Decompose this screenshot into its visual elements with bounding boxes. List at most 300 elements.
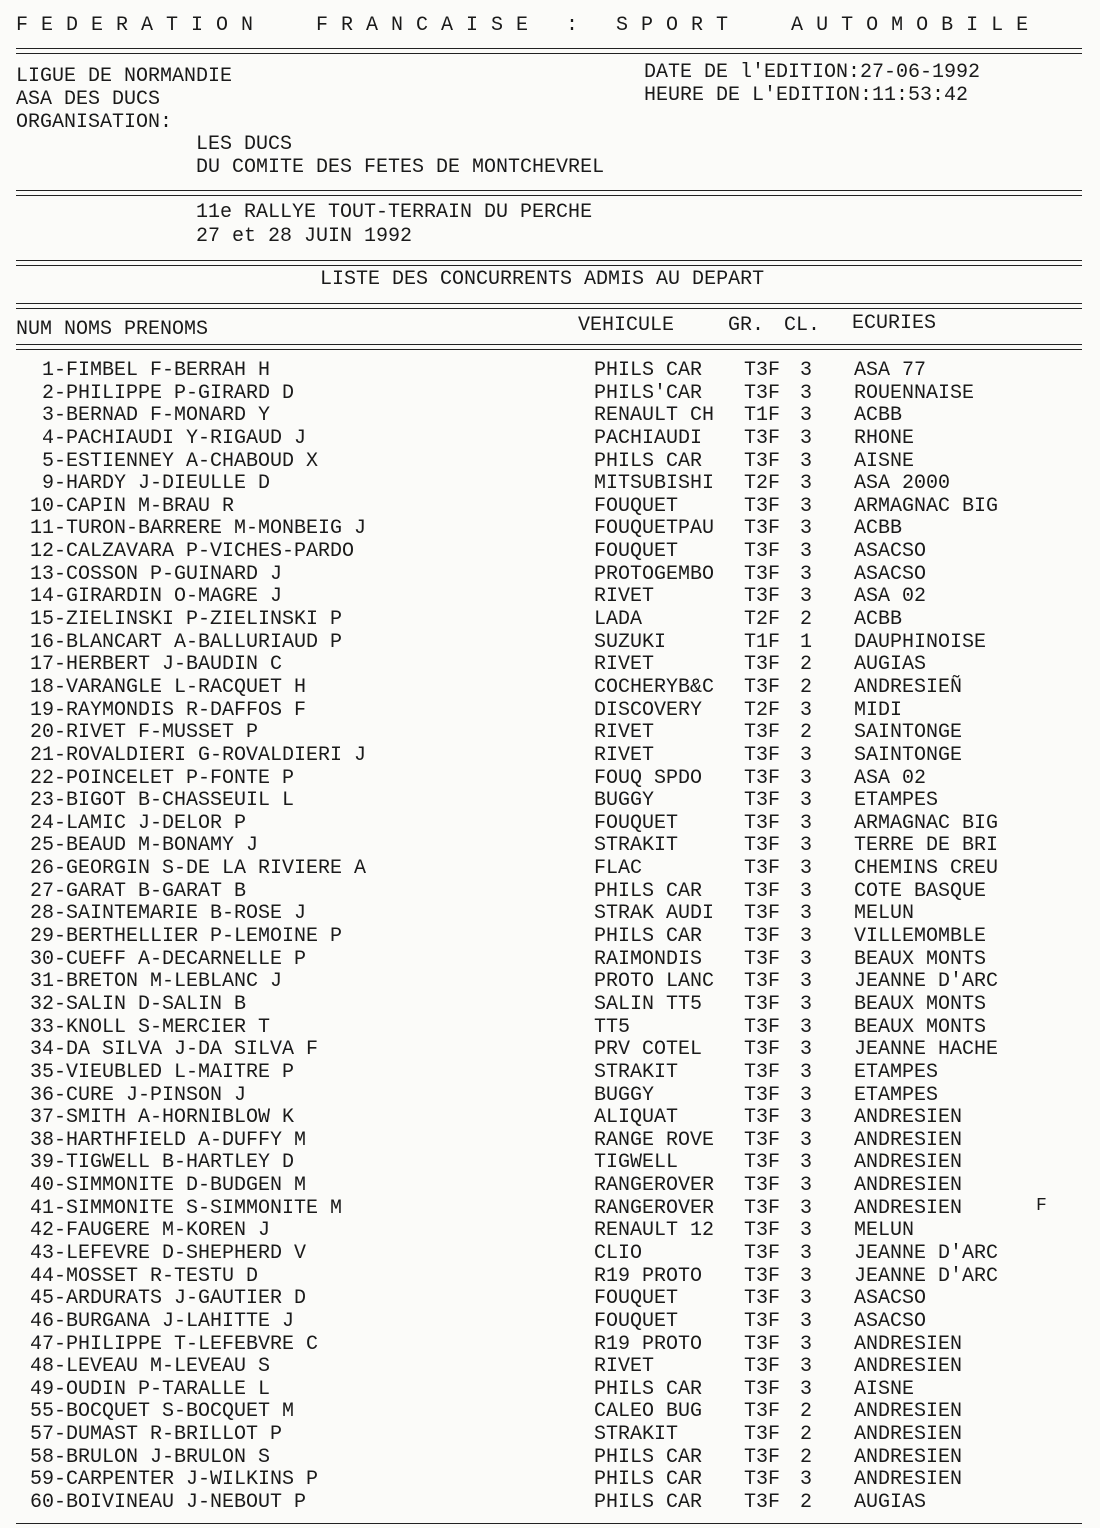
entry-vehicle: FLAC	[594, 857, 643, 881]
entry-ecurie: CHEMINS CREU	[854, 857, 999, 881]
entry-vehicle: CLIO	[594, 1241, 643, 1265]
table-row	[0, 1243, 1100, 1266]
entry-ecurie: MELUN	[854, 1219, 915, 1243]
entry-vehicle: FOUQUET	[594, 1309, 679, 1333]
entry-number: 20-	[29, 721, 66, 745]
entry-group: T3F	[744, 1174, 781, 1198]
table-row	[0, 1469, 1100, 1492]
entry-names: BRETON M-LEBLANC J	[66, 970, 283, 994]
entry-class: 3	[800, 1083, 813, 1107]
entry-class: 3	[800, 1287, 813, 1311]
entry-class: 3	[800, 517, 813, 541]
entry-class: 3	[800, 1332, 813, 1356]
table-row	[0, 700, 1100, 723]
entry-names: CURE J-PINSON J	[66, 1083, 247, 1107]
entry-class: 3	[800, 1309, 813, 1333]
table-row	[0, 1379, 1100, 1402]
entry-vehicle: RANGEROVER	[594, 1196, 715, 1220]
entry-group: T3F	[744, 1151, 781, 1175]
table-row	[0, 1220, 1100, 1243]
entry-ecurie: ANDRESIEN	[854, 1332, 963, 1356]
entry-ecurie: ACBB	[854, 517, 903, 541]
table-row	[0, 768, 1100, 791]
entry-class: 3	[800, 1038, 813, 1062]
entry-group: T3F	[744, 359, 781, 382]
table-row	[0, 858, 1100, 881]
entry-ecurie: AISNE	[854, 1377, 915, 1401]
entry-class: 3	[800, 1468, 813, 1492]
entry-group: T3F	[744, 585, 781, 609]
entry-ecurie: JEANNE D'ARC	[854, 970, 999, 994]
entry-class: 3	[800, 1128, 813, 1152]
entry-vehicle: PHILS CAR	[594, 449, 703, 473]
entry-class: 3	[800, 585, 813, 609]
entry-number: 33-	[29, 1015, 66, 1039]
entry-names: BERTHELLIER P-LEMOINE P	[66, 925, 343, 949]
entry-ecurie: ARMAGNAC BIG	[854, 494, 999, 518]
entry-number: 59-	[29, 1468, 66, 1492]
entry-group: T3F	[744, 1355, 781, 1379]
entry-ecurie: DAUPHINOISE	[854, 630, 987, 654]
entry-names: ARDURATS J-GAUTIER D	[66, 1287, 307, 1311]
entry-names: BIGOT B-CHASSEUIL L	[66, 789, 295, 813]
entry-number: 48-	[29, 1355, 66, 1379]
entry-ecurie: ASA 02	[854, 585, 927, 609]
entry-vehicle: FOUQUET	[594, 540, 679, 564]
entry-class: 3	[800, 902, 813, 926]
entry-group: T2F	[744, 472, 781, 496]
entry-ecurie: MIDI	[854, 698, 903, 722]
entry-number: 5-	[41, 449, 66, 473]
entry-ecurie: ASACSO	[854, 540, 927, 564]
entry-ecurie: ACBB	[854, 404, 903, 428]
entry-number: 21-	[29, 743, 66, 767]
entry-class: 2	[800, 1423, 813, 1447]
entry-vehicle: PHILS CAR	[594, 879, 703, 903]
entry-group: T3F	[744, 1083, 781, 1107]
entry-ecurie: SAINTONGE	[854, 743, 963, 767]
column-header-names: NUM NOMS PRENOMS	[16, 318, 209, 341]
entry-names: LEFEVRE D-SHEPHERD V	[66, 1241, 307, 1265]
entry-vehicle: CALEO BUG	[594, 1400, 703, 1424]
entry-names: SIMMONITE D-BUDGEN M	[66, 1174, 307, 1198]
entry-names: BERNAD F-MONARD Y	[66, 404, 271, 428]
entry-vehicle: PHILS'CAR	[594, 381, 703, 405]
entry-ecurie: ANDRESIEN	[854, 1128, 963, 1152]
entry-number: 13-	[29, 562, 66, 586]
entry-ecurie: ANDRESIEN	[854, 1423, 963, 1447]
entry-vehicle: PHILS CAR	[594, 359, 703, 382]
entry-class: 2	[800, 721, 813, 745]
entry-ecurie: AUGIAS	[854, 653, 927, 677]
table-row	[0, 654, 1100, 677]
entry-class: 2	[800, 1445, 813, 1469]
table-row	[0, 1107, 1100, 1130]
entry-group: T3F	[744, 947, 781, 971]
entry-vehicle: TIGWELL	[594, 1151, 679, 1175]
table-row	[0, 1175, 1100, 1198]
entry-vehicle: RIVET	[594, 1355, 655, 1379]
edition-time: HEURE DE L'EDITION:11:53:42	[644, 84, 969, 107]
entry-vehicle: BUGGY	[594, 1083, 655, 1107]
entry-number: 16-	[29, 630, 66, 654]
stray-mark: F	[1036, 1196, 1047, 1216]
entry-class: 3	[800, 426, 813, 450]
entry-ecurie: ANDRESIEN	[854, 1468, 963, 1492]
entry-names: ROVALDIERI G-ROVALDIERI J	[66, 743, 367, 767]
entry-names: MOSSET R-TESTU D	[66, 1264, 259, 1288]
entry-group: T3F	[744, 1060, 781, 1084]
entry-number: 2-	[41, 381, 66, 405]
entry-class: 3	[800, 857, 813, 881]
entry-class: 3	[800, 879, 813, 903]
table-row	[0, 1198, 1100, 1221]
entry-ecurie: ANDRESIEN	[854, 1151, 963, 1175]
entry-names: GARAT B-GARAT B	[66, 879, 247, 903]
entry-ecurie: ASA 2000	[854, 472, 951, 496]
entry-number: 1-	[41, 359, 66, 382]
entry-names: GIRARDIN O-MAGRE J	[66, 585, 283, 609]
entry-number: 44-	[29, 1264, 66, 1288]
entry-class: 2	[800, 675, 813, 699]
entry-number: 41-	[29, 1196, 66, 1220]
entry-class: 3	[800, 766, 813, 790]
entry-vehicle: FOUQUET	[594, 811, 679, 835]
entry-names: BOCQUET S-BOCQUET M	[66, 1400, 295, 1424]
entry-group: T3F	[744, 449, 781, 473]
entry-group: T3F	[744, 675, 781, 699]
entry-vehicle: RIVET	[594, 743, 655, 767]
entry-number: 25-	[29, 834, 66, 858]
entry-group: T3F	[744, 1241, 781, 1265]
table-row	[0, 971, 1100, 994]
entry-group: T1F	[744, 630, 781, 654]
entry-group: T3F	[744, 517, 781, 541]
entry-ecurie: ANDRESIEN	[854, 1196, 963, 1220]
table-row	[0, 1039, 1100, 1062]
entry-names: VIEUBLED L-MAITRE P	[66, 1060, 295, 1084]
entry-ecurie: COTE BASQUE	[854, 879, 987, 903]
entry-number: 23-	[29, 789, 66, 813]
table-row	[0, 496, 1100, 519]
entry-vehicle: ALIQUAT	[594, 1106, 679, 1130]
entry-class: 3	[800, 1060, 813, 1084]
entry-class: 3	[800, 698, 813, 722]
table-row	[0, 1085, 1100, 1108]
entry-ecurie: ASACSO	[854, 562, 927, 586]
entry-vehicle: STRAKIT	[594, 1423, 679, 1447]
entry-names: GEORGIN S-DE LA RIVIERE A	[66, 857, 367, 881]
entry-ecurie: ANDRESIEN	[854, 1400, 963, 1424]
table-row	[0, 790, 1100, 813]
entry-group: T3F	[744, 1196, 781, 1220]
table-row	[0, 1152, 1100, 1175]
table-row	[0, 541, 1100, 564]
entry-group: T3F	[744, 789, 781, 813]
entry-number: 11-	[29, 517, 66, 541]
entry-class: 3	[800, 947, 813, 971]
table-row	[0, 1356, 1100, 1379]
table-row	[0, 1334, 1100, 1357]
entry-number: 32-	[29, 992, 66, 1016]
entry-group: T3F	[744, 381, 781, 405]
rally-name: 11e RALLYE TOUT-TERRAIN DU PERCHE	[196, 201, 593, 224]
asa-line: ASA DES DUCS	[16, 88, 161, 111]
entry-ecurie: BEAUX MONTS	[854, 947, 987, 971]
table-row	[0, 1492, 1100, 1515]
entry-group: T3F	[744, 494, 781, 518]
entry-names: LAMIC J-DELOR P	[66, 811, 247, 835]
entry-names: CUEFF A-DECARNELLE P	[66, 947, 307, 971]
entry-names: DUMAST R-BRILLOT P	[66, 1423, 283, 1447]
entry-number: 17-	[29, 653, 66, 677]
entry-group: T3F	[744, 1264, 781, 1288]
entry-names: SMITH A-HORNIBLOW K	[66, 1106, 295, 1130]
entry-group: T3F	[744, 1491, 781, 1515]
table-row	[0, 564, 1100, 587]
entry-vehicle: COCHERYB&C	[594, 675, 715, 699]
entry-names: FIMBEL F-BERRAH H	[66, 359, 271, 382]
entry-number: 30-	[29, 947, 66, 971]
entry-names: ESTIENNEY A-CHABOUD X	[66, 449, 319, 473]
table-row	[0, 949, 1100, 972]
federation-title: FEDERATION FRANCAISE : SPORT AUTOMOBILE	[16, 14, 1042, 37]
entry-ecurie: JEANNE D'ARC	[854, 1241, 999, 1265]
entry-class: 3	[800, 789, 813, 813]
entry-group: T3F	[744, 721, 781, 745]
entry-group: T3F	[744, 1128, 781, 1152]
entry-ecurie: AISNE	[854, 449, 915, 473]
entry-vehicle: BUGGY	[594, 789, 655, 813]
entry-group: T3F	[744, 1015, 781, 1039]
entry-names: CARPENTER J-WILKINS P	[66, 1468, 319, 1492]
list-title: LISTE DES CONCURRENTS ADMIS AU DEPART	[320, 268, 765, 291]
entry-names: FAUGERE M-KOREN J	[66, 1219, 271, 1243]
entry-ecurie: AUGIAS	[854, 1491, 927, 1515]
table-row	[0, 1311, 1100, 1334]
entry-names: BRULON J-BRULON S	[66, 1445, 271, 1469]
entry-class: 3	[800, 1377, 813, 1401]
entry-vehicle: FOUQUET	[594, 494, 679, 518]
table-row	[0, 926, 1100, 949]
entry-number: 49-	[29, 1377, 66, 1401]
entry-vehicle: RIVET	[594, 653, 655, 677]
entry-group: T3F	[744, 1400, 781, 1424]
entry-vehicle: STRAKIT	[594, 834, 679, 858]
entry-names: POINCELET P-FONTE P	[66, 766, 295, 790]
entry-ecurie: ANDRESIEN	[854, 1174, 963, 1198]
entry-class: 3	[800, 1241, 813, 1265]
entry-ecurie: BEAUX MONTS	[854, 992, 987, 1016]
entry-number: 14-	[29, 585, 66, 609]
entry-group: T3F	[744, 1106, 781, 1130]
rally-dates: 27 et 28 JUIN 1992	[196, 225, 413, 248]
entry-vehicle: STRAKIT	[594, 1060, 679, 1084]
table-row	[0, 1266, 1100, 1289]
entry-group: T3F	[744, 1309, 781, 1333]
entry-ecurie: SAINTONGE	[854, 721, 963, 745]
entry-ecurie: JEANNE D'ARC	[854, 1264, 999, 1288]
entry-class: 3	[800, 1264, 813, 1288]
entry-ecurie: ASACSO	[854, 1309, 927, 1333]
table-row	[0, 722, 1100, 745]
entry-names: HERBERT J-BAUDIN C	[66, 653, 283, 677]
entry-group: T3F	[744, 1445, 781, 1469]
entry-vehicle: RENAULT 12	[594, 1219, 715, 1243]
table-row	[0, 677, 1100, 700]
entry-group: T3F	[744, 902, 781, 926]
entry-names: COSSON P-GUINARD J	[66, 562, 283, 586]
table-row	[0, 1017, 1100, 1040]
table-row	[0, 1130, 1100, 1153]
entry-vehicle: RANGE ROVE	[594, 1128, 715, 1152]
entry-number: 37-	[29, 1106, 66, 1130]
entry-names: RIVET F-MUSSET P	[66, 721, 259, 745]
entry-number: 34-	[29, 1038, 66, 1062]
entry-names: ZIELINSKI P-ZIELINSKI P	[66, 608, 343, 632]
entry-class: 3	[800, 1151, 813, 1175]
entry-group: T3F	[744, 562, 781, 586]
entry-class: 3	[800, 404, 813, 428]
entry-number: 10-	[29, 494, 66, 518]
competitor-list	[0, 360, 1100, 1515]
entry-class: 3	[800, 925, 813, 949]
entry-vehicle: MITSUBISHI	[594, 472, 715, 496]
entry-names: SAINTEMARIE B-ROSE J	[66, 902, 307, 926]
entry-number: 27-	[29, 879, 66, 903]
entry-class: 1	[800, 630, 813, 654]
entry-vehicle: LADA	[594, 608, 643, 632]
entry-number: 39-	[29, 1151, 66, 1175]
entry-number: 60-	[29, 1491, 66, 1515]
entry-names: BLANCART A-BALLURIAUD P	[66, 630, 343, 654]
entry-number: 58-	[29, 1445, 66, 1469]
table-row	[0, 835, 1100, 858]
entry-names: BEAUD M-BONAMY J	[66, 834, 259, 858]
entry-vehicle: PHILS CAR	[594, 1468, 703, 1492]
entry-number: 46-	[29, 1309, 66, 1333]
entry-group: T3F	[744, 766, 781, 790]
table-row	[0, 518, 1100, 541]
table-row	[0, 881, 1100, 904]
entry-vehicle: PROTO LANC	[594, 970, 715, 994]
entry-class: 3	[800, 743, 813, 767]
entry-ecurie: ANDRESIEÑ	[854, 675, 963, 699]
entry-names: OUDIN P-TARALLE L	[66, 1377, 271, 1401]
entry-vehicle: FOUQUETPAU	[594, 517, 715, 541]
table-row	[0, 813, 1100, 836]
entry-vehicle: STRAK AUDI	[594, 902, 715, 926]
table-row	[0, 451, 1100, 474]
entry-ecurie: ANDRESIEN	[854, 1106, 963, 1130]
entry-number: 45-	[29, 1287, 66, 1311]
entry-names: PHILIPPE P-GIRARD D	[66, 381, 295, 405]
entry-names: SALIN D-SALIN B	[66, 992, 247, 1016]
rally-rule	[16, 260, 1082, 266]
entry-ecurie: TERRE DE BRI	[854, 834, 999, 858]
entry-vehicle: FOUQ SPDO	[594, 766, 703, 790]
entry-group: T3F	[744, 857, 781, 881]
entry-class: 3	[800, 970, 813, 994]
entry-group: T2F	[744, 698, 781, 722]
table-row	[0, 994, 1100, 1017]
entry-number: 43-	[29, 1241, 66, 1265]
entry-group: T3F	[744, 426, 781, 450]
entry-number: 19-	[29, 698, 66, 722]
entry-vehicle: RENAULT CH	[594, 404, 715, 428]
entry-number: 9-	[41, 472, 66, 496]
entry-ecurie: ASACSO	[854, 1287, 927, 1311]
entry-group: T3F	[744, 834, 781, 858]
entry-class: 3	[800, 811, 813, 835]
entry-vehicle: RIVET	[594, 721, 655, 745]
entry-ecurie: ASA 02	[854, 766, 927, 790]
entry-vehicle: PROTOGEMBO	[594, 562, 715, 586]
entry-number: 40-	[29, 1174, 66, 1198]
entry-ecurie: ETAMPES	[854, 789, 939, 813]
entry-number: 15-	[29, 608, 66, 632]
ligue-line: LIGUE DE NORMANDIE	[16, 65, 233, 88]
organizer-line-2: DU COMITE DES FETES DE MONTCHEVREL	[196, 156, 605, 179]
entry-number: 26-	[29, 857, 66, 881]
entry-class: 3	[800, 381, 813, 405]
column-header-rule	[16, 344, 1082, 350]
entry-names: RAYMONDIS R-DAFFOS F	[66, 698, 307, 722]
entry-class: 3	[800, 1174, 813, 1198]
column-header-gr: GR.	[728, 314, 765, 337]
entry-group: T3F	[744, 1287, 781, 1311]
entry-vehicle: R19 PROTO	[594, 1332, 703, 1356]
entry-vehicle: RIVET	[594, 585, 655, 609]
entry-ecurie: VILLEMOMBLE	[854, 925, 987, 949]
entry-number: 42-	[29, 1219, 66, 1243]
entry-vehicle: PHILS CAR	[594, 1377, 703, 1401]
entry-class: 3	[800, 1196, 813, 1220]
entry-vehicle: RANGEROVER	[594, 1174, 715, 1198]
edition-date: DATE DE l'EDITION:27-06-1992	[644, 61, 981, 84]
entry-number: 55-	[29, 1400, 66, 1424]
entry-ecurie: ANDRESIEN	[854, 1355, 963, 1379]
entry-group: T3F	[744, 1468, 781, 1492]
entry-class: 3	[800, 1355, 813, 1379]
entry-vehicle: PHILS CAR	[594, 1445, 703, 1469]
entry-ecurie: ANDRESIEN	[854, 1445, 963, 1469]
entry-class: 3	[800, 359, 813, 382]
entry-names: HARTHFIELD A-DUFFY M	[66, 1128, 307, 1152]
entry-class: 3	[800, 562, 813, 586]
entry-names: LEVEAU M-LEVEAU S	[66, 1355, 271, 1379]
entry-group: T3F	[744, 540, 781, 564]
entry-names: TURON-BARRERE M-MONBEIG J	[66, 517, 367, 541]
entry-vehicle: RAIMONDIS	[594, 947, 703, 971]
entry-number: 18-	[29, 675, 66, 699]
entry-vehicle: DISCOVERY	[594, 698, 703, 722]
entry-class: 3	[800, 1015, 813, 1039]
table-row	[0, 903, 1100, 926]
entry-ecurie: BEAUX MONTS	[854, 1015, 987, 1039]
entry-names: SIMMONITE S-SIMMONITE M	[66, 1196, 343, 1220]
entry-class: 3	[800, 1219, 813, 1243]
entry-class: 3	[800, 992, 813, 1016]
entry-vehicle: PHILS CAR	[594, 925, 703, 949]
column-header-vehicle: VEHICULE	[578, 314, 675, 337]
entry-ecurie: ROUENNAISE	[854, 381, 975, 405]
table-row	[0, 632, 1100, 655]
entry-names: KNOLL S-MERCIER T	[66, 1015, 271, 1039]
entry-number: 47-	[29, 1332, 66, 1356]
column-header-cl: CL.	[784, 314, 821, 337]
footer-rule	[16, 1523, 1082, 1524]
